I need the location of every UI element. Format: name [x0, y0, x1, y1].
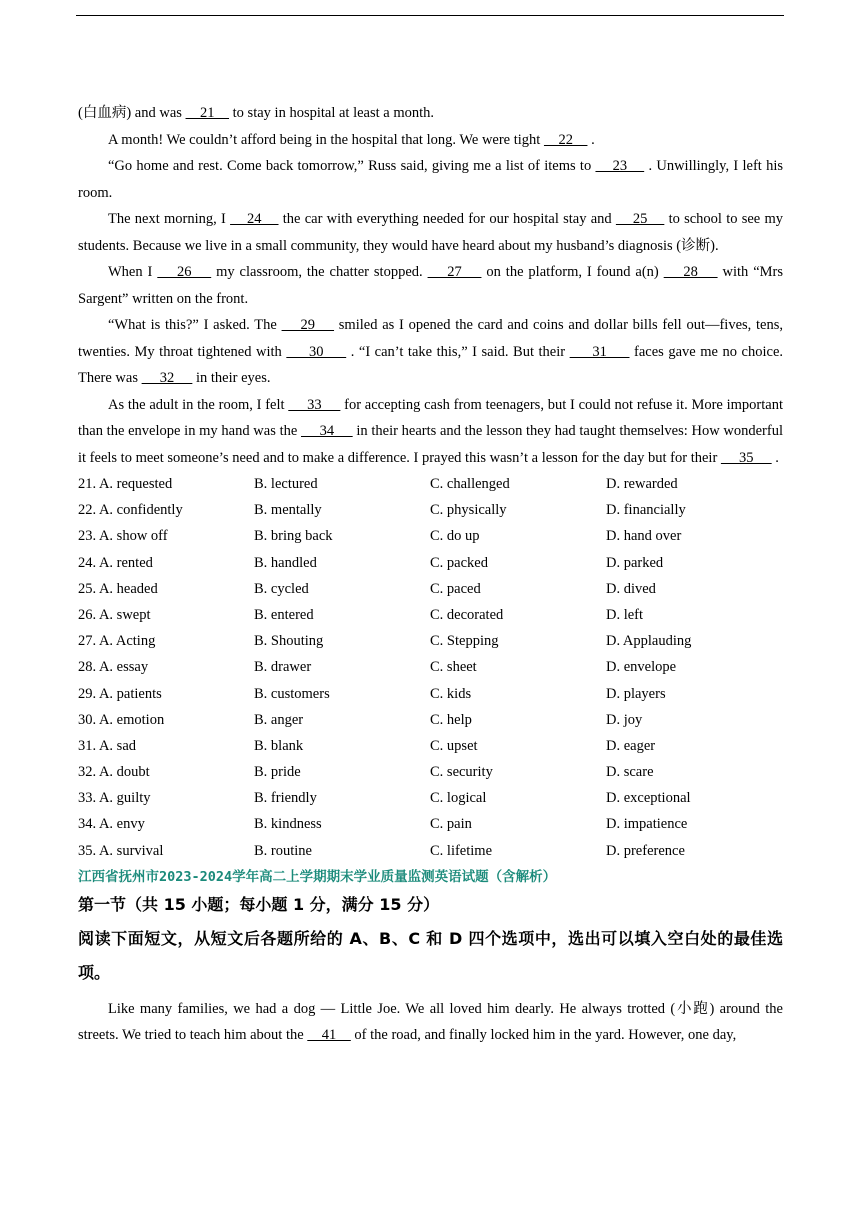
text: smiled as I opened the card and coins and dollar bills fell out—fives, tens, twenties. My throat tightened with — [78, 317, 784, 360]
option-row — [78, 471, 783, 497]
option-c: C. help — [430, 711, 472, 728]
option-row — [78, 707, 783, 733]
text: in their eyes. — [192, 370, 271, 386]
option-c: C. packed — [430, 554, 488, 571]
passage-paragraph — [78, 996, 783, 1049]
blank-21: 21 — [185, 105, 230, 121]
option-a: 26. A. swept — [78, 606, 151, 623]
option-a: 33. A. guilty — [78, 790, 151, 807]
blank-30: 30 — [286, 343, 347, 360]
passage-paragraph — [78, 127, 783, 154]
option-a: 27. A. Acting — [78, 633, 156, 650]
option-b: B. entered — [254, 606, 314, 623]
option-c: C. challenged — [430, 476, 510, 492]
option-row — [78, 602, 783, 628]
blank-34: 34 — [301, 423, 353, 439]
option-a: 24. A. rented — [78, 554, 153, 571]
text: “What is this?” I asked. The — [108, 317, 282, 333]
blank-24: 24 — [230, 211, 279, 227]
blank-29: 29 — [281, 317, 335, 333]
option-d: D. exceptional — [606, 790, 691, 807]
text: The next morning, I — [108, 211, 231, 227]
blank-25: 25 — [615, 211, 665, 227]
option-row — [78, 838, 783, 864]
option-d: D. players — [606, 685, 666, 702]
option-a: 23. A. show off — [78, 528, 168, 545]
text: to stay in hospital at least a month. — [229, 105, 435, 121]
option-row — [78, 550, 783, 576]
answer-options — [78, 471, 783, 864]
blank-22: 22 — [543, 131, 588, 148]
option-b: B. handled — [254, 554, 317, 571]
option-row — [78, 628, 783, 654]
option-b: B. mentally — [254, 502, 322, 519]
option-b: B. Shouting — [254, 633, 324, 650]
blank-32: 32 — [141, 370, 193, 386]
option-b: B. kindness — [254, 816, 322, 833]
text: As the adult in the room, I felt — [108, 396, 289, 413]
text: “Go home and rest. Come back tomorrow,” Russ said, giving me a list of items to — [108, 158, 596, 174]
option-b: B. blank — [254, 737, 304, 754]
option-a: 32. A. doubt — [78, 764, 150, 781]
blank-41: 41 — [307, 1027, 351, 1044]
option-d: D. rewarded — [606, 476, 678, 492]
document-page — [78, 100, 783, 1049]
text: of the road, and finally locked him in the yard. However, one day, — [350, 1027, 737, 1044]
header-rule — [76, 15, 784, 16]
passage-paragraph — [78, 206, 783, 259]
blank-27: 27 — [427, 264, 482, 280]
text: A month! We couldn’t afford being in the hospital that long. We were tight — [108, 131, 544, 148]
option-d: D. envelope — [606, 659, 677, 676]
option-d: D. hand over — [606, 528, 682, 545]
instructions: 阅读下面短文，从短文后各题所给的 A、B、C 和 D 四个选项中，选出可以填入空白处的最佳选项。 — [78, 928, 783, 982]
option-b: B. drawer — [254, 659, 312, 676]
option-b: B. bring back — [254, 528, 333, 545]
blank-35: 35 — [720, 449, 772, 466]
text: When I — [108, 264, 158, 280]
option-a: 28. A. essay — [78, 659, 149, 676]
passage-paragraph — [78, 312, 783, 392]
option-b: B. friendly — [254, 790, 317, 807]
option-a: 29. A. patients — [78, 685, 162, 702]
passage-paragraph — [78, 392, 783, 472]
option-a: 30. A. emotion — [78, 711, 165, 728]
option-c: C. paced — [430, 580, 481, 597]
text: to school to see my students. Because we live in a small community, they would have heard about my husband’s diagnosis (诊断). — [78, 211, 783, 254]
option-c: C. kids — [430, 685, 472, 702]
option-d: D. parked — [606, 554, 664, 571]
option-c: C. security — [430, 764, 493, 781]
option-row — [78, 811, 783, 837]
option-b: B. cycled — [254, 580, 309, 597]
option-a: 35. A. survival — [78, 842, 164, 859]
text: my classroom, the chatter stopped. — [211, 264, 428, 280]
text: the car with everything needed for our hospital stay and — [278, 211, 616, 227]
passage-paragraph — [78, 259, 783, 312]
option-row — [78, 576, 783, 602]
text: for accepting cash from teenagers, but I could not refuse it. More important than the envelope in my hand was the — [78, 396, 784, 439]
option-row — [78, 654, 783, 680]
option-b: B. pride — [254, 764, 301, 781]
option-row — [78, 733, 783, 759]
blank-31: 31 — [569, 343, 630, 360]
option-row — [78, 681, 783, 707]
option-b: B. lectured — [254, 476, 318, 492]
text: on the platform, I found a(n) — [481, 264, 664, 280]
blank-26: 26 — [157, 264, 212, 280]
option-d: D. financially — [606, 502, 686, 519]
section-title: 第一节（共 15 小题；每小题 1 分，满分 15 分） — [78, 894, 440, 914]
text: . Unwillingly, I left his room. — [78, 158, 784, 201]
option-d: D. Applauding — [606, 633, 692, 650]
text: faces gave me no choice. There was — [78, 343, 784, 386]
option-b: B. customers — [254, 685, 330, 702]
option-a: 25. A. headed — [78, 580, 158, 597]
option-d: D. impatience — [606, 816, 688, 833]
option-d: D. scare — [606, 764, 654, 781]
option-a: 31. A. sad — [78, 737, 136, 754]
option-a: 21. A. requested — [78, 476, 173, 492]
passage-paragraph — [78, 100, 783, 127]
option-d: D. dived — [606, 580, 656, 597]
blank-28: 28 — [663, 264, 718, 280]
option-a: 22. A. confidently — [78, 502, 183, 519]
text: . — [771, 449, 779, 466]
option-d: D. joy — [606, 711, 643, 728]
option-c: C. sheet — [430, 659, 477, 676]
option-c: C. do up — [430, 528, 480, 545]
option-c: C. logical — [430, 790, 487, 807]
passage-paragraph — [78, 153, 783, 206]
option-d: D. eager — [606, 737, 656, 754]
blank-23: 23 — [595, 158, 645, 174]
source-title: 江西省抚州市2023-2024学年高二上学期期末学业质量监测英语试题（含解析） — [78, 868, 557, 885]
option-row — [78, 785, 783, 811]
option-c: C. decorated — [430, 606, 504, 623]
option-a: 34. A. envy — [78, 816, 145, 833]
option-row — [78, 497, 783, 523]
text: . “I can’t take this,” I said. But their — [346, 343, 570, 360]
option-c: C. physically — [430, 502, 507, 519]
text: . — [587, 131, 595, 148]
option-d: D. preference — [606, 842, 685, 859]
text: Like many families, we had a dog — Little Joe. We all loved him dearly. He always trotted (小跑) around the streets. We tried to teach him about the — [78, 1000, 783, 1044]
option-row — [78, 523, 783, 549]
text: in their hearts and the lesson they had taught themselves: How wonderful it feels to meet someone’s need and to make a difference. I prayed this wasn’t a lesson for the day but for their — [78, 423, 783, 466]
option-c: C. lifetime — [430, 842, 493, 859]
option-row — [78, 759, 783, 785]
option-c: C. Stepping — [430, 633, 499, 650]
option-b: B. anger — [254, 711, 304, 728]
option-b: B. routine — [254, 842, 312, 859]
text: with “Mrs Sargent” written on the front. — [78, 264, 784, 307]
option-d: D. left — [606, 606, 644, 623]
blank-33: 33 — [288, 396, 341, 413]
text: (白血病) and was — [78, 105, 186, 121]
option-c: C. pain — [430, 816, 472, 833]
option-c: C. upset — [430, 737, 478, 754]
